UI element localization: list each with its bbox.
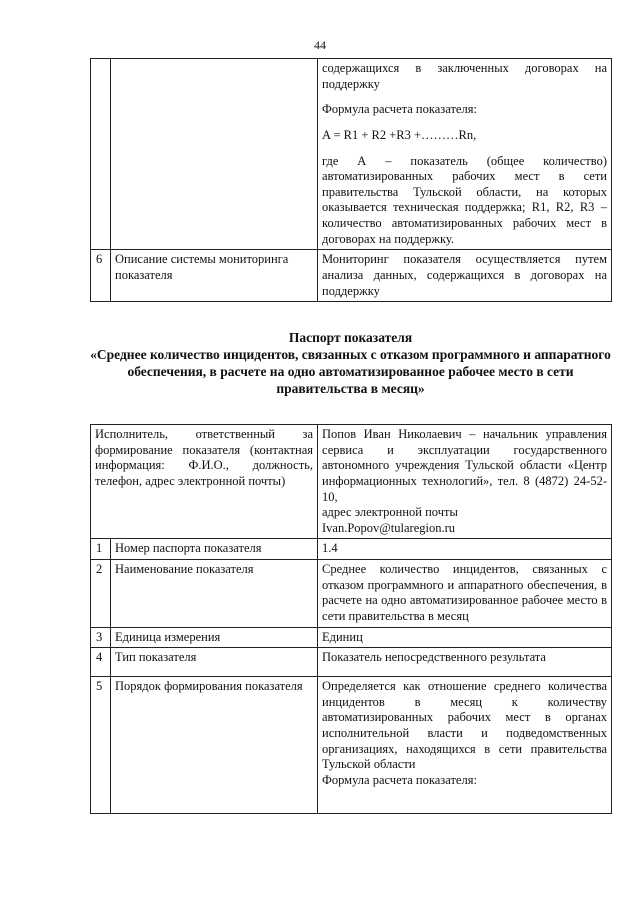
- row-number: 1: [91, 539, 111, 560]
- row-value: 1.4: [318, 539, 612, 560]
- row-number-cell: [91, 59, 111, 250]
- table-row: [91, 648, 612, 677]
- executor-row: [91, 425, 612, 539]
- row-value: Показатель непосредственного результата: [318, 648, 612, 677]
- formula-heading: Формула расчета показателя:: [322, 102, 477, 117]
- row-label: Единица измерения: [111, 627, 318, 648]
- table-row: [91, 539, 612, 560]
- table-row: [91, 560, 612, 628]
- row-label: Тип показателя: [111, 648, 318, 677]
- row-label: Описание системы мониторинга показателя: [111, 250, 318, 302]
- row-value: Мониторинг показателя осуществляется путем анализа данных, содержащихся в договорах на поддержку: [318, 250, 612, 302]
- executor-label: Исполнитель, ответственный за формирование показателя (контактная информация: Ф.И.О., должность, телефон, адрес электронной почты): [91, 425, 318, 539]
- passport-title-heading: Паспорт показателя: [288, 330, 413, 345]
- passport-title: [90, 330, 611, 398]
- row-number: 2: [91, 560, 111, 628]
- continued-text: содержащихся в заключенных договорах на поддержку: [322, 61, 607, 91]
- passport-title-indicator-name: «Среднее количество инцидентов, связанных с отказом программного и аппаратного обеспечения, в расчете на одно автоматизированное рабочее место в сети правительства в месяц»: [90, 346, 611, 396]
- row-label: Порядок формирования показателя: [111, 677, 318, 814]
- table-row: [91, 677, 612, 814]
- row-value: Определяется как отношение среднего количества инцидентов в месяц к количеству автоматизированных рабочих мест в органах исполнительной власти и подведомственных организациях, находящихся в сети правительства Тульской области Формула расчета показателя:: [318, 677, 612, 814]
- row-label: Наименование показателя: [111, 560, 318, 628]
- row-label-cell: [111, 59, 318, 250]
- row-number: 5: [91, 677, 111, 814]
- formula: A = R1 + R2 +R3 +………Rn,: [322, 127, 477, 142]
- table-row: [91, 627, 612, 648]
- row-value: Единиц: [318, 627, 612, 648]
- row-label: Номер паспорта показателя: [111, 539, 318, 560]
- indicator-passport-table: [90, 424, 612, 814]
- table-row-continued: [91, 59, 612, 250]
- row-value: Среднее количество инцидентов, связанных с отказом программного и аппаратного обеспечения, в расчете на одно автоматизированное рабочее место в сети правительства в месяц: [318, 560, 612, 628]
- executor-value: Попов Иван Николаевич – начальник управления сервиса и эксплуатации государственного автономного учреждения Тульской области «Центр информационных технологий», тел. 8 (4872) 24-52-10, адрес электронной почты Ivan.Popov@tularegion.ru: [318, 425, 612, 539]
- indicator-table-continued: [90, 58, 612, 302]
- row-number: 6: [91, 250, 111, 302]
- row-number: 4: [91, 648, 111, 677]
- table-row: [91, 250, 612, 302]
- formula-explanation: где А – показатель (общее количество) автоматизированных рабочих мест в сети правительства Тульской области, на которых оказывается техническая поддержка; R1, R2, R3 – количество автоматизированных рабочих мест в договорах на поддержку.: [322, 153, 607, 246]
- page-number: 44: [314, 38, 326, 52]
- row-number: 3: [91, 627, 111, 648]
- row-value-cell: [318, 59, 612, 250]
